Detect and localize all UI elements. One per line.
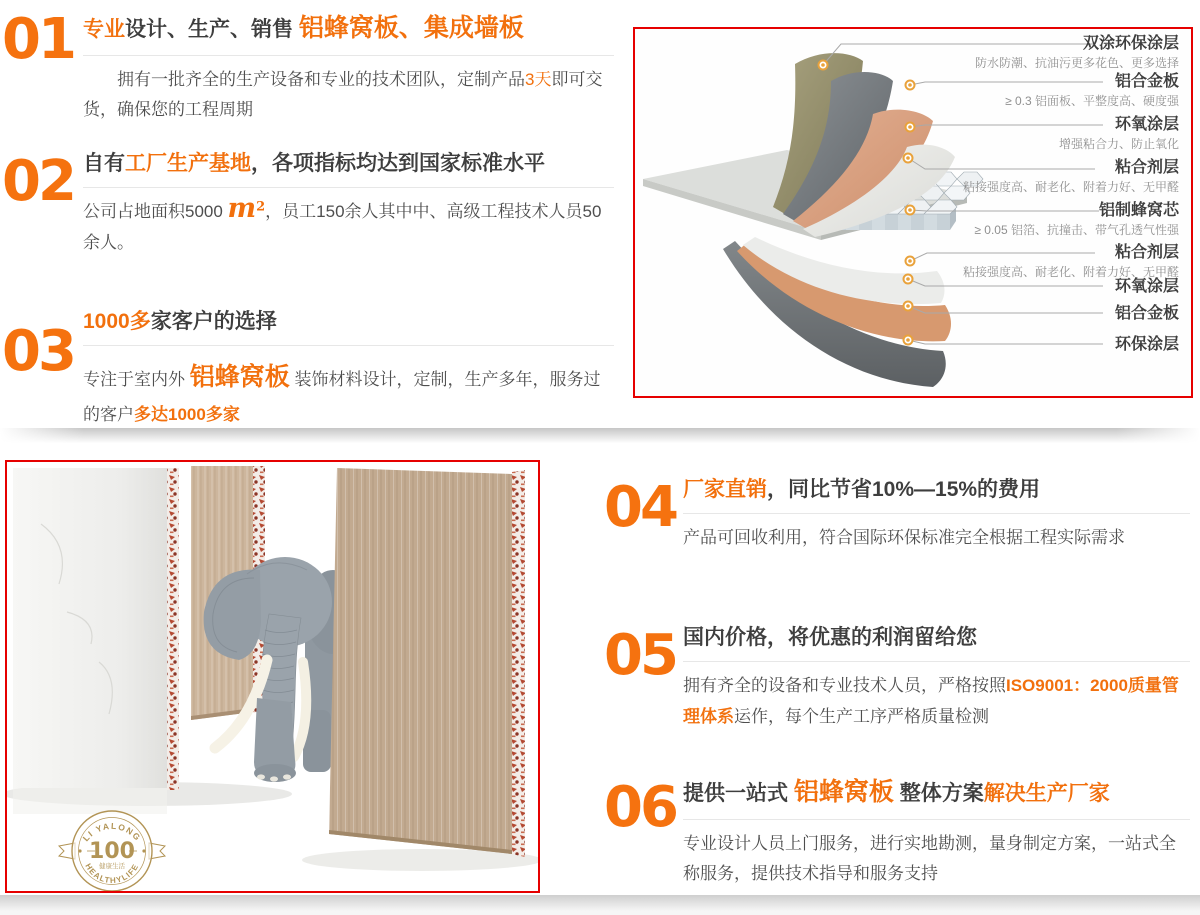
badge-brand-text: LI YALONG [80, 820, 144, 844]
divider [683, 513, 1190, 514]
section-02-number: 02 [2, 149, 74, 214]
elephant-panels-illustration [7, 462, 538, 891]
badge-caption: 健康生活 [99, 863, 125, 870]
section-05-number: 05 [604, 623, 676, 688]
section-04-title: 厂家直销，同比节省10%—15%的费用 [683, 478, 1041, 501]
bottom-sheets [723, 237, 951, 387]
section-03-number: 03 [2, 319, 74, 384]
section-02-title: 自有工厂生产基地，各项指标均达到国家标准水平 [83, 152, 545, 175]
diagram-label-4: 粘合剂层 粘接强度高、耐老化、附着力好、无甲醛 [962, 159, 1179, 195]
diagram-label-3: 环氧涂层 增强粘合力、防止氧化 [1058, 116, 1179, 152]
section-02 [2, 150, 614, 259]
section-05 [604, 624, 1190, 733]
section-04 [604, 476, 1190, 554]
quality-badge [59, 811, 165, 891]
diagram-label-6: 粘合剂层 粘接强度高、耐老化、附着力好、无甲醛 [962, 244, 1179, 280]
divider [83, 187, 614, 188]
divider [683, 819, 1190, 820]
diagram-label-2: 铝合金板 ≥ 0.3 铝面板、平整度高、硬度强 [1005, 73, 1179, 109]
diagram-label-1: 双涂环保涂层 防水防潮、抗油污更多花色、更多选择 [974, 35, 1179, 71]
section-03-title: 1000多家客户的选择 [83, 310, 277, 333]
divider [83, 55, 614, 56]
product-layers-diagram [633, 27, 1193, 398]
section-06 [604, 776, 1190, 890]
badge-bottom-text: HEALTHYLIFE [83, 861, 141, 886]
section-01-number: 01 [2, 7, 74, 72]
elephant-front-leg [254, 698, 295, 774]
diagram-label-8: 铝合金板 [1114, 305, 1179, 322]
honeycomb-edge-right [512, 470, 525, 857]
section-04-number: 04 [604, 475, 676, 540]
section-05-body: 拥有齐全的设备和专业技术人员，严格按照ISO9001：2000质量管理体系运作，每个生产工序严格质量检测 [683, 676, 1179, 726]
diagram-label-9: 环保涂层 [1114, 336, 1179, 353]
section-divider-shadow [0, 428, 1200, 446]
section-02-body: 公司占地面积5000 $m^2$，员工150余人其中中、高级工程技术人员50余人。 [83, 193, 602, 252]
diagram-label-5: 铝制蜂窝芯 ≥ 0.05 铝箔、抗撞击、带气孔透气性强 [974, 202, 1179, 238]
section-01-title: 专业设计、生产、销售 铝蜂窝板、集成墙板 [83, 14, 524, 42]
divider [683, 661, 1190, 662]
wood-panel-right [329, 468, 512, 854]
section-03 [2, 308, 614, 431]
bottom-divider-shadow [0, 895, 1200, 915]
section-04-body: 产品可回收利用，符合国际环保标准完全根据工程实际需求 [683, 528, 1125, 548]
product-photo [5, 460, 540, 893]
section-06-number: 06 [604, 775, 676, 840]
marble-panel [13, 468, 167, 814]
section-01 [2, 7, 614, 126]
honeycomb-edge-left [167, 468, 179, 790]
divider [83, 345, 614, 346]
diagram-label-7: 环氧涂层 [1114, 278, 1179, 295]
badge-number: 100 [89, 839, 135, 864]
section-06-title: 提供一站式 铝蜂窝板 整体方案解决生产厂家 [683, 778, 1110, 806]
section-01-body: 拥有一批齐全的生产设备和专业的技术团队，定制产品3天即可交货，确保您的工程周期 [83, 69, 603, 120]
section-03-body: 专注于室内外 铝蜂窝板 装饰材料设计，定制，生产多年，服务过的客户多达1000多家 [83, 363, 601, 425]
section-06-body: 专业设计人员上门服务，进行实地勘测，量身制定方案，一站式全称服务，提供技术指导和服务支持 [683, 833, 1176, 884]
section-05-title: 国内价格，将优惠的利润留给您 [683, 626, 977, 649]
